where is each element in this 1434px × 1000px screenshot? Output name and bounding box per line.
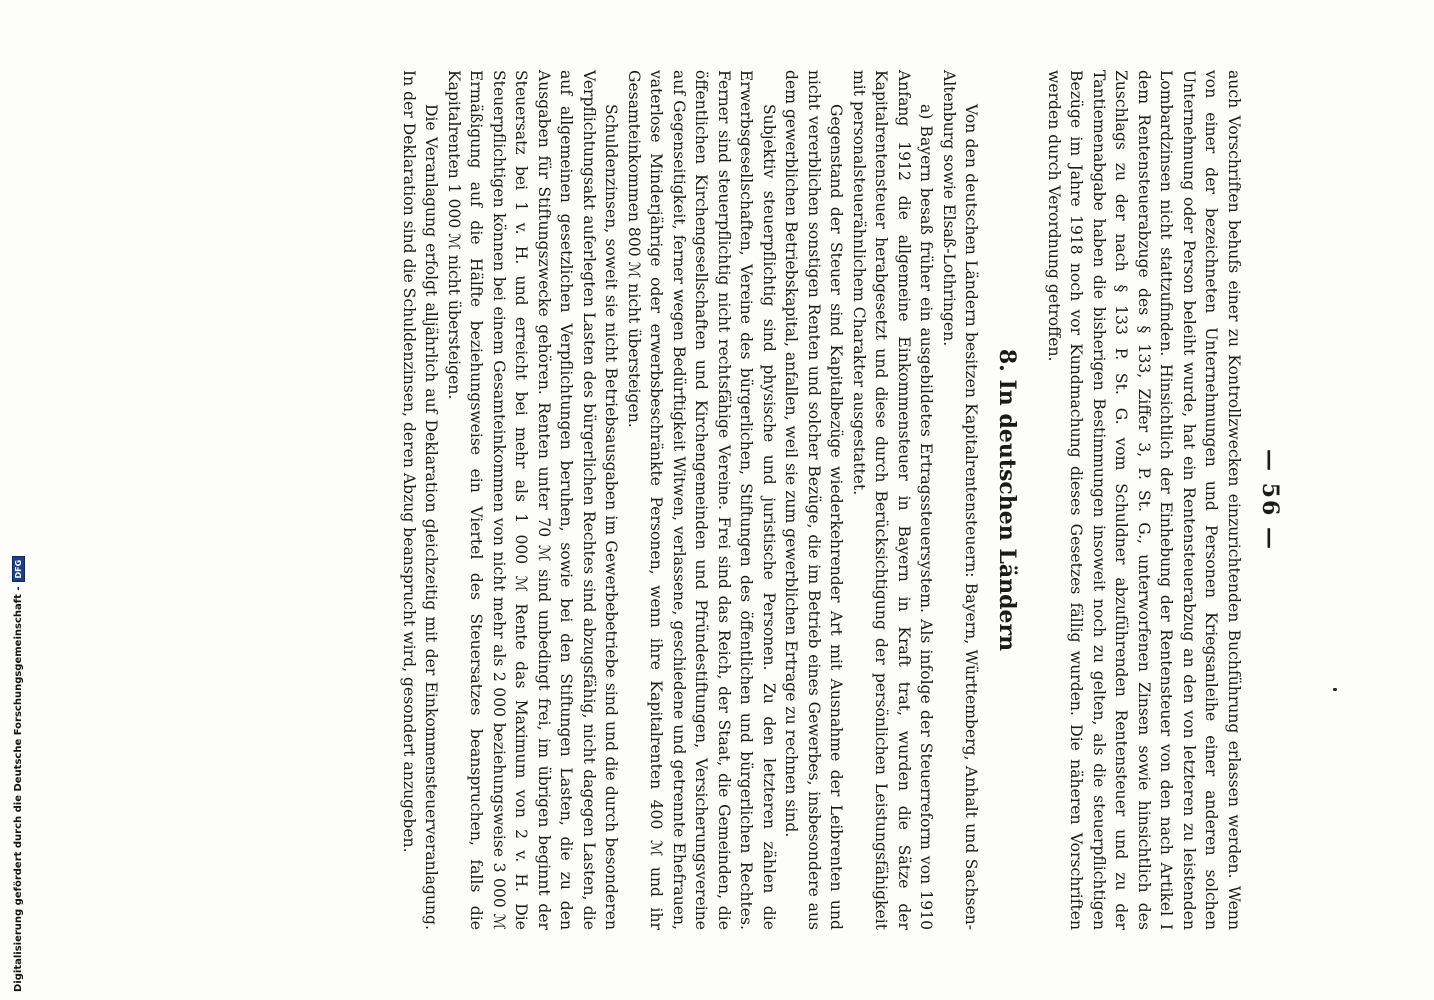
footer-text: Digitalisierung gefördert durch die Deutsche Forschungsgemeinschaft -	[13, 586, 24, 992]
rotated-document-page	[137, 50, 1297, 950]
paragraph-bavaria: a) Bayern besaß früher ein ausgebildetes Ertragssteuersystem. Als infolge der Steuerreform von 1910 Anfang 1912 die allgemeine Einkommensteuer in Bayern in Kraft trat, wurden die Sätze der Kapitalrentensteuer herabgesetzt und diese durch Berücksichtigung der persönlichen Leistungsfähigkeit mit personalsteuerähnlichem Charakter ausgestattet.	[850, 70, 936, 930]
paragraph-countries: Von den deutschen Ländern besitzen Kapitalrentensteuern: Bayern, Württemberg, Anhalt und Sachsen-Altenburg sowie Elsaß-Lothringen.	[940, 70, 981, 930]
page-number: — 56 —	[1257, 449, 1283, 551]
ink-speck	[1333, 688, 1337, 691]
digitization-footer	[12, 0, 25, 992]
paragraph-debt-interest: Schuldenzinsen, soweit sie nicht Betriebsausgaben im Gewerbebetriebe sind und die durch besonderen Verpflichtungsakt auferlegten Lasten des bürgerlichen Rechtes sind abzugsfähig, nicht dagegen Lasten, die auf allgemeinen gesetzlichen Verpflichtungen beruhen, sowie bei den Stiftungen Lasten, die zu den Ausgaben für Stiftungszwecke gehören. Renten unter 70 ℳ sind unbedingt frei, im übrigen beginnt der Steuersatz bei 1 v. H. und erreicht bei mehr als 1 000 ℳ Rente das Maximum von 2 v. H. Die Steuerpflichtigen können bei einem Gesamteinkommen von nicht mehr als 2 000 beziehungsweise 3 000 ℳ Ermäßigung auf die Hälfte beziehungsweise ein Viertel des Steuersatzes beanspruchen, falls die Kapitalrenten 1 000 ℳ nicht übersteigen.	[445, 70, 621, 930]
section-heading: 8. In deutschen Ländern	[994, 348, 1021, 652]
paragraph-intro: auch Vorschriften behufs einer zu Kontrollzwecken einzurichtenden Buchführung erlassen werden. Wenn von einer der bezeichneten Unternehmungen und Personen Kriegsanleihe einer anderen solchen Unternehmung oder Person beleiht wurde, hat ein Rentensteuerabzug an den von letzteren zu leistenden Lombardzinsen nicht stattzufinden. Hinsichtlich der Einhebung der Rentensteuer von den nach Artikel I dem Rentensteuerabzuge des § 133, Ziffer 3, P. St. G., unterworfenen Zinsen sowie hinsichtlich des Zuschlags zu der nach § 133 P. St. G. vom Schuldner abzuführenden Rentensteuer und zu der Tantiemenabgabe haben die bisherigen Bestimmungen insoweit noch zu gelten, als die steuerpflichtigen Bezüge im Jahre 1918 noch vor Kundmachung dieses Gesetzes fällig wurden. Die näheren Vorschriften werden durch Verordnung getroffen.	[1045, 70, 1243, 930]
paragraph-taxpayers: Subjektiv steuerpflichtig sind physische und juristische Personen. Zu den letzteren zählen die Erwerbsgesellschaften, Vereine des bürgerlichen, Stiftungen des öffentlichen und bürgerlichen Rechtes. Ferner sind steuerpflichtig nicht rechtsfähige Vereine. Frei sind das Reich, der Staat, die Gemeinden, die öffentlichen Kirchengesellschaften und Kirchengemeinden und Pfründestiftungen, Versicherungsvereine auf Gegenseitigkeit, ferner wegen Bedürftigkeit Witwen, verlassene, geschiedene und getrennte Ehefrauen, vaterlose Minderjährige oder erwerbsbeschränkte Personen, wenn ihre Kapitalrenten 400 ℳ und ihr Gesamteinkommen 800 ℳ nicht übersteigen.	[625, 70, 778, 930]
dfg-logo-badge: DFG	[12, 556, 25, 583]
paragraph-assessment: Die Veranlagung erfolgt alljährlich auf Deklaration gleichzeitig mit der Einkommensteuerveranlagung. In der Deklaration sind die Schuldenzinsen, deren Abzug beansprucht wird, gesondert anzugeben.	[400, 70, 441, 930]
paragraph-object-of-tax: Gegenstand der Steuer sind Kapitalbezüge wiederkehrender Art mit Ausnahme der Leibrenten und nicht vererblichen sonstigen Renten und solcher Bezüge, die im Betrieb eines Gewerbes, insbesondere aus dem gewerblichen Betriebskapital, anfallen, weil sie zum gewerblichen Ertrage zu rechnen sind.	[782, 70, 846, 930]
